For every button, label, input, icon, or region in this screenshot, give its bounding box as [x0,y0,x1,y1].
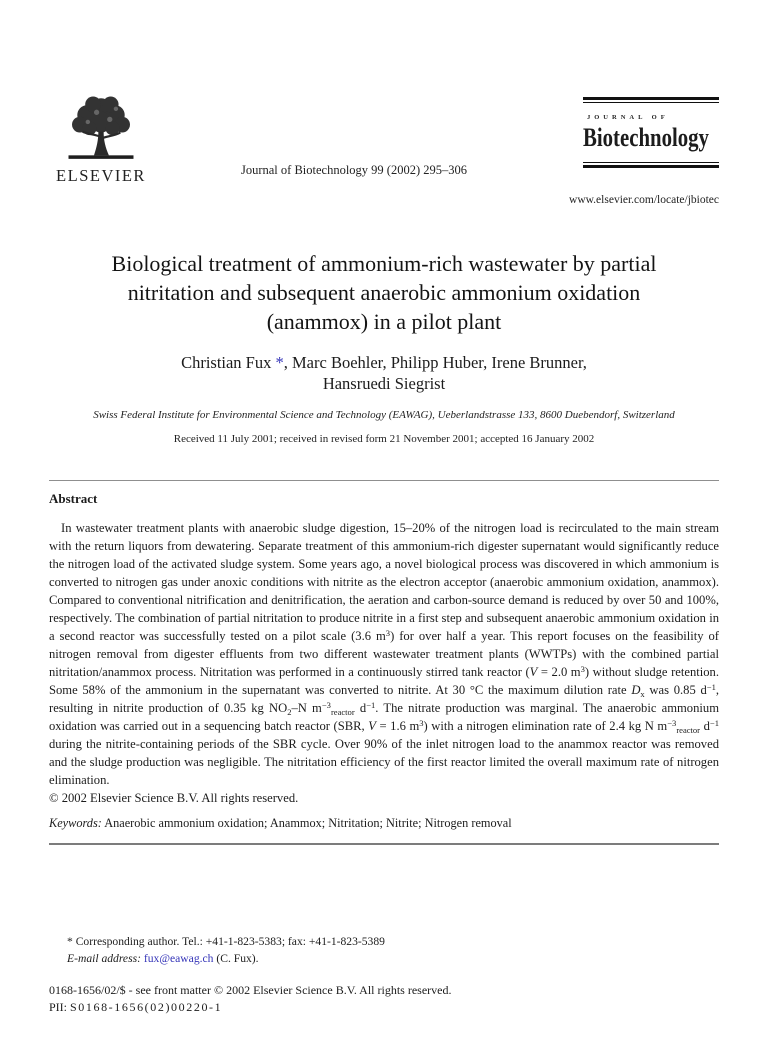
pii-value: S0168-1656(02)00220-1 [70,999,223,1014]
email-line: E-mail address: fux@eawag.ch (C. Fux). [67,952,259,965]
pii-label: PII: [49,999,67,1014]
article-title-line: nitritation and subsequent anaerobic ammonium oxidation [127,280,641,305]
article-history: Received 11 July 2001; received in revised form 21 November 2001; accepted 16 January 2002 [173,433,595,445]
author-line [49,352,719,394]
divider-below-keywords [49,843,719,845]
front-matter-footer [49,982,719,1015]
footnotes [49,933,719,967]
divider-above-abstract [49,480,719,481]
email-link[interactable]: fux@eawag.ch [143,952,214,965]
logo-bottom-rules [583,162,719,168]
journal-header [49,93,719,207]
logo-top-rules [583,97,719,103]
issn-line: 0168-1656/02/$ - see front matter © 2002 Elsevier Science B.V. All rights reserved. [49,983,452,997]
elsevier-tree-icon [55,93,147,165]
author-line-2: Hansruedi Siegrist [322,374,446,393]
pii-line [49,999,719,1016]
journal-of-biotechnology-logo [583,97,719,168]
journal-website-link[interactable]: www.elsevier.com/locate/jbiotec [569,194,719,206]
elsevier-logo [55,93,147,186]
article-title-line: (anammox) in a pilot plant [266,309,502,334]
abstract-heading: Abstract [49,491,98,506]
article-title-line: Biological treatment of ammonium-rich wastewater by partial [111,251,657,276]
corresponding-author-note: * Corresponding author. Tel.: +41-1-823-5383; fax: +41-1-823-5389 [67,935,385,948]
journal-citation: Journal of Biotechnology 99 (2002) 295–306 [240,163,467,177]
elsevier-logo-text: ELSEVIER [56,166,146,185]
journal-logo-name: Biotechnology [583,123,709,152]
author-line-1: Christian Fux *, Marc Boehler, Philipp Huber, Irene Brunner, [181,353,587,372]
corresponding-author-asterisk-link[interactable]: * [275,353,284,372]
abstract-body: In wastewater treatment plants with anaerobic sludge digestion, 15–20% of the nitrogen load is recirculated to the main stream with the return liquors from dewatering. Separate treatment of this ammonium-rich digester supernatant would significantly reduce the nitrogen load of the activated sludge system. Some years ago, a novel biological process was discovered in which ammonium is converted to nitrogen gas under anoxic conditions with nitrite as the electron acceptor (anaerobic ammonium oxidation, anammox). Compared to conventional nitrification and denitrification, the aeration and carbon-source demand is reduced by over 50 and 100%, respectively. The combination of partial nitritation to produce nitrite in a first step and subsequent anaerobic ammonium oxidation in a second reactor was successfully tested on a pilot scale (3.6 $m^3$) for over half a year. This report focuses on the feasibility of nitrogen removal from digester effluents from two different wastewater treatment plants (WWTPs) with the combined partial nitritation/anammox process. Nitritation was performed in a continuously stirred tank reactor (V = 2.0 $m^3$) without sludge retention. Some 58% of the ammonium in the supernatant was converted to nitrite. At 30 °C the maximum dilution rate $D_x$ was 0.85 $d^{-1}$, resulting in nitrite production of 0.35 kg $NO_2-N$ $m^{-3}_{reactor}$ $d^{-1}$. The nitrate production was marginal. The anaerobic ammonium oxidation was carried out in a sequencing batch reactor (SBR, V = 1.6 $m^3$) with a nitrogen elimination rate of 2.4 kg N $m^{-3}_{reactor}$ $d^{-1}$ during the nitrite-containing periods of the SBR cycle. Over 90% of the inlet nitrogen load to the anammox reactor was removed and the sludge production was negligible. The nitritation efficiency of the first reactor limited the overall maximum rate of nitrogen elimination. [49,521,719,787]
journal-logo-kicker: JOURNAL OF [587,114,669,121]
affiliation: Swiss Federal Institute for Environmental Science and Technology (EAWAG), Ueberlandstrasse 133, 8600 Duebendorf, Switzerland [93,409,675,421]
keywords-line: Keywords: Anaerobic ammonium oxidation; Anammox; Nitritation; Nitrite; Nitrogen removal [49,816,512,830]
article-title [49,249,719,336]
abstract-copyright: © 2002 Elsevier Science B.V. All rights reserved. [49,791,299,805]
